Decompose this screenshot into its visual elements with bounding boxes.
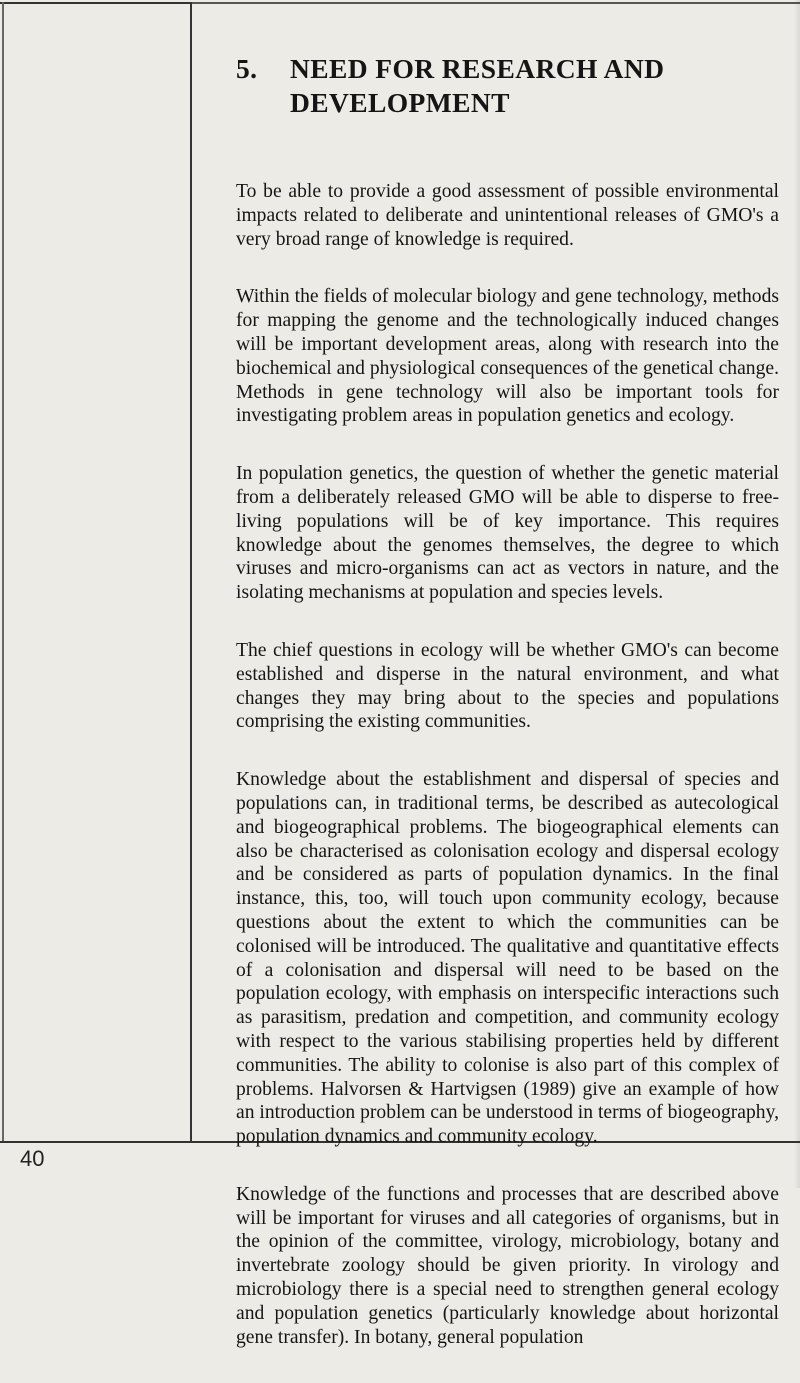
section-number: 5. bbox=[236, 53, 258, 84]
page-number: 40 bbox=[20, 1146, 45, 1171]
paragraph-5: Knowledge about the establishment and dispersal of species and populations can, in traditional terms, be described as autecological and biogeographical problems. The biogeographical elements can also be characterised as colonisation ecology and dispersal ecology and be considered as parts of population dynamics. In the final instance, this, too, will touch upon community ecology, because questions about the extent to which the communities can be colonised will be introduced. The qualitative and quantitative effects of a colonisation and dispersal will need to be based on the population ecology, with emphasis on interspecific interactions such as parasitism, predation and competition, and community ecology with respect to the various stabilising properties held by different communities. The ability to colonise is also part of this complex of problems. Halvorsen & Hartvigsen (1989) give an example of how an introduction problem can be understood in terms of biogeography, population dynamics and community ecology. bbox=[236, 769, 779, 1148]
paragraph-6: Knowledge of the functions and processes that are described above will be important for viruses and all categories of organisms, but in the opinion of the committee, virology, microbiology, botany and invertebrate zoology should be given priority. In virology and microbiology there is a special need to strengthen general ecology and population genetics (particularly knowledge about horizontal gene transfer). In botany, general population bbox=[236, 1183, 779, 1348]
left-frame-top bbox=[0, 2, 192, 4]
paragraph-3: In population genetics, the question of whether the genetic material from a deliberately released GMO will be able to disperse to free-living populations will be of key importance. This requires knowledge about the genomes themselves, the degree to which viruses and micro-organisms can act as vectors in nature, and the isolating mechanisms at population and species levels. bbox=[236, 463, 779, 604]
paragraph-1: To be able to provide a good assessment of possible environmental impacts related to deliberate and unintentional releases of GMO's a very broad range of knowledge is required. bbox=[236, 181, 779, 250]
column-divider bbox=[190, 2, 192, 1142]
left-border bbox=[2, 2, 4, 1142]
main-content bbox=[236, 52, 779, 1383]
section-heading bbox=[236, 52, 779, 120]
page-edge-shadow bbox=[794, 0, 800, 1188]
paragraph-4: The chief questions in ecology will be whether GMO's can become established and disperse in the natural environment, and what changes they may bring about to the species and populations comprising the existing communities. bbox=[236, 639, 779, 733]
section-title: NEED FOR RESEARCH AND DEVELOPMENT bbox=[290, 53, 665, 118]
paragraph-2: Within the fields of molecular biology and gene technology, methods for mapping the genome and the technologically induced changes will be important development areas, along with research into the biochemical and physiological consequences of the genetical change. Methods in gene technology will also be important tools for investigating problem areas in population genetics and ecology. bbox=[236, 286, 779, 427]
